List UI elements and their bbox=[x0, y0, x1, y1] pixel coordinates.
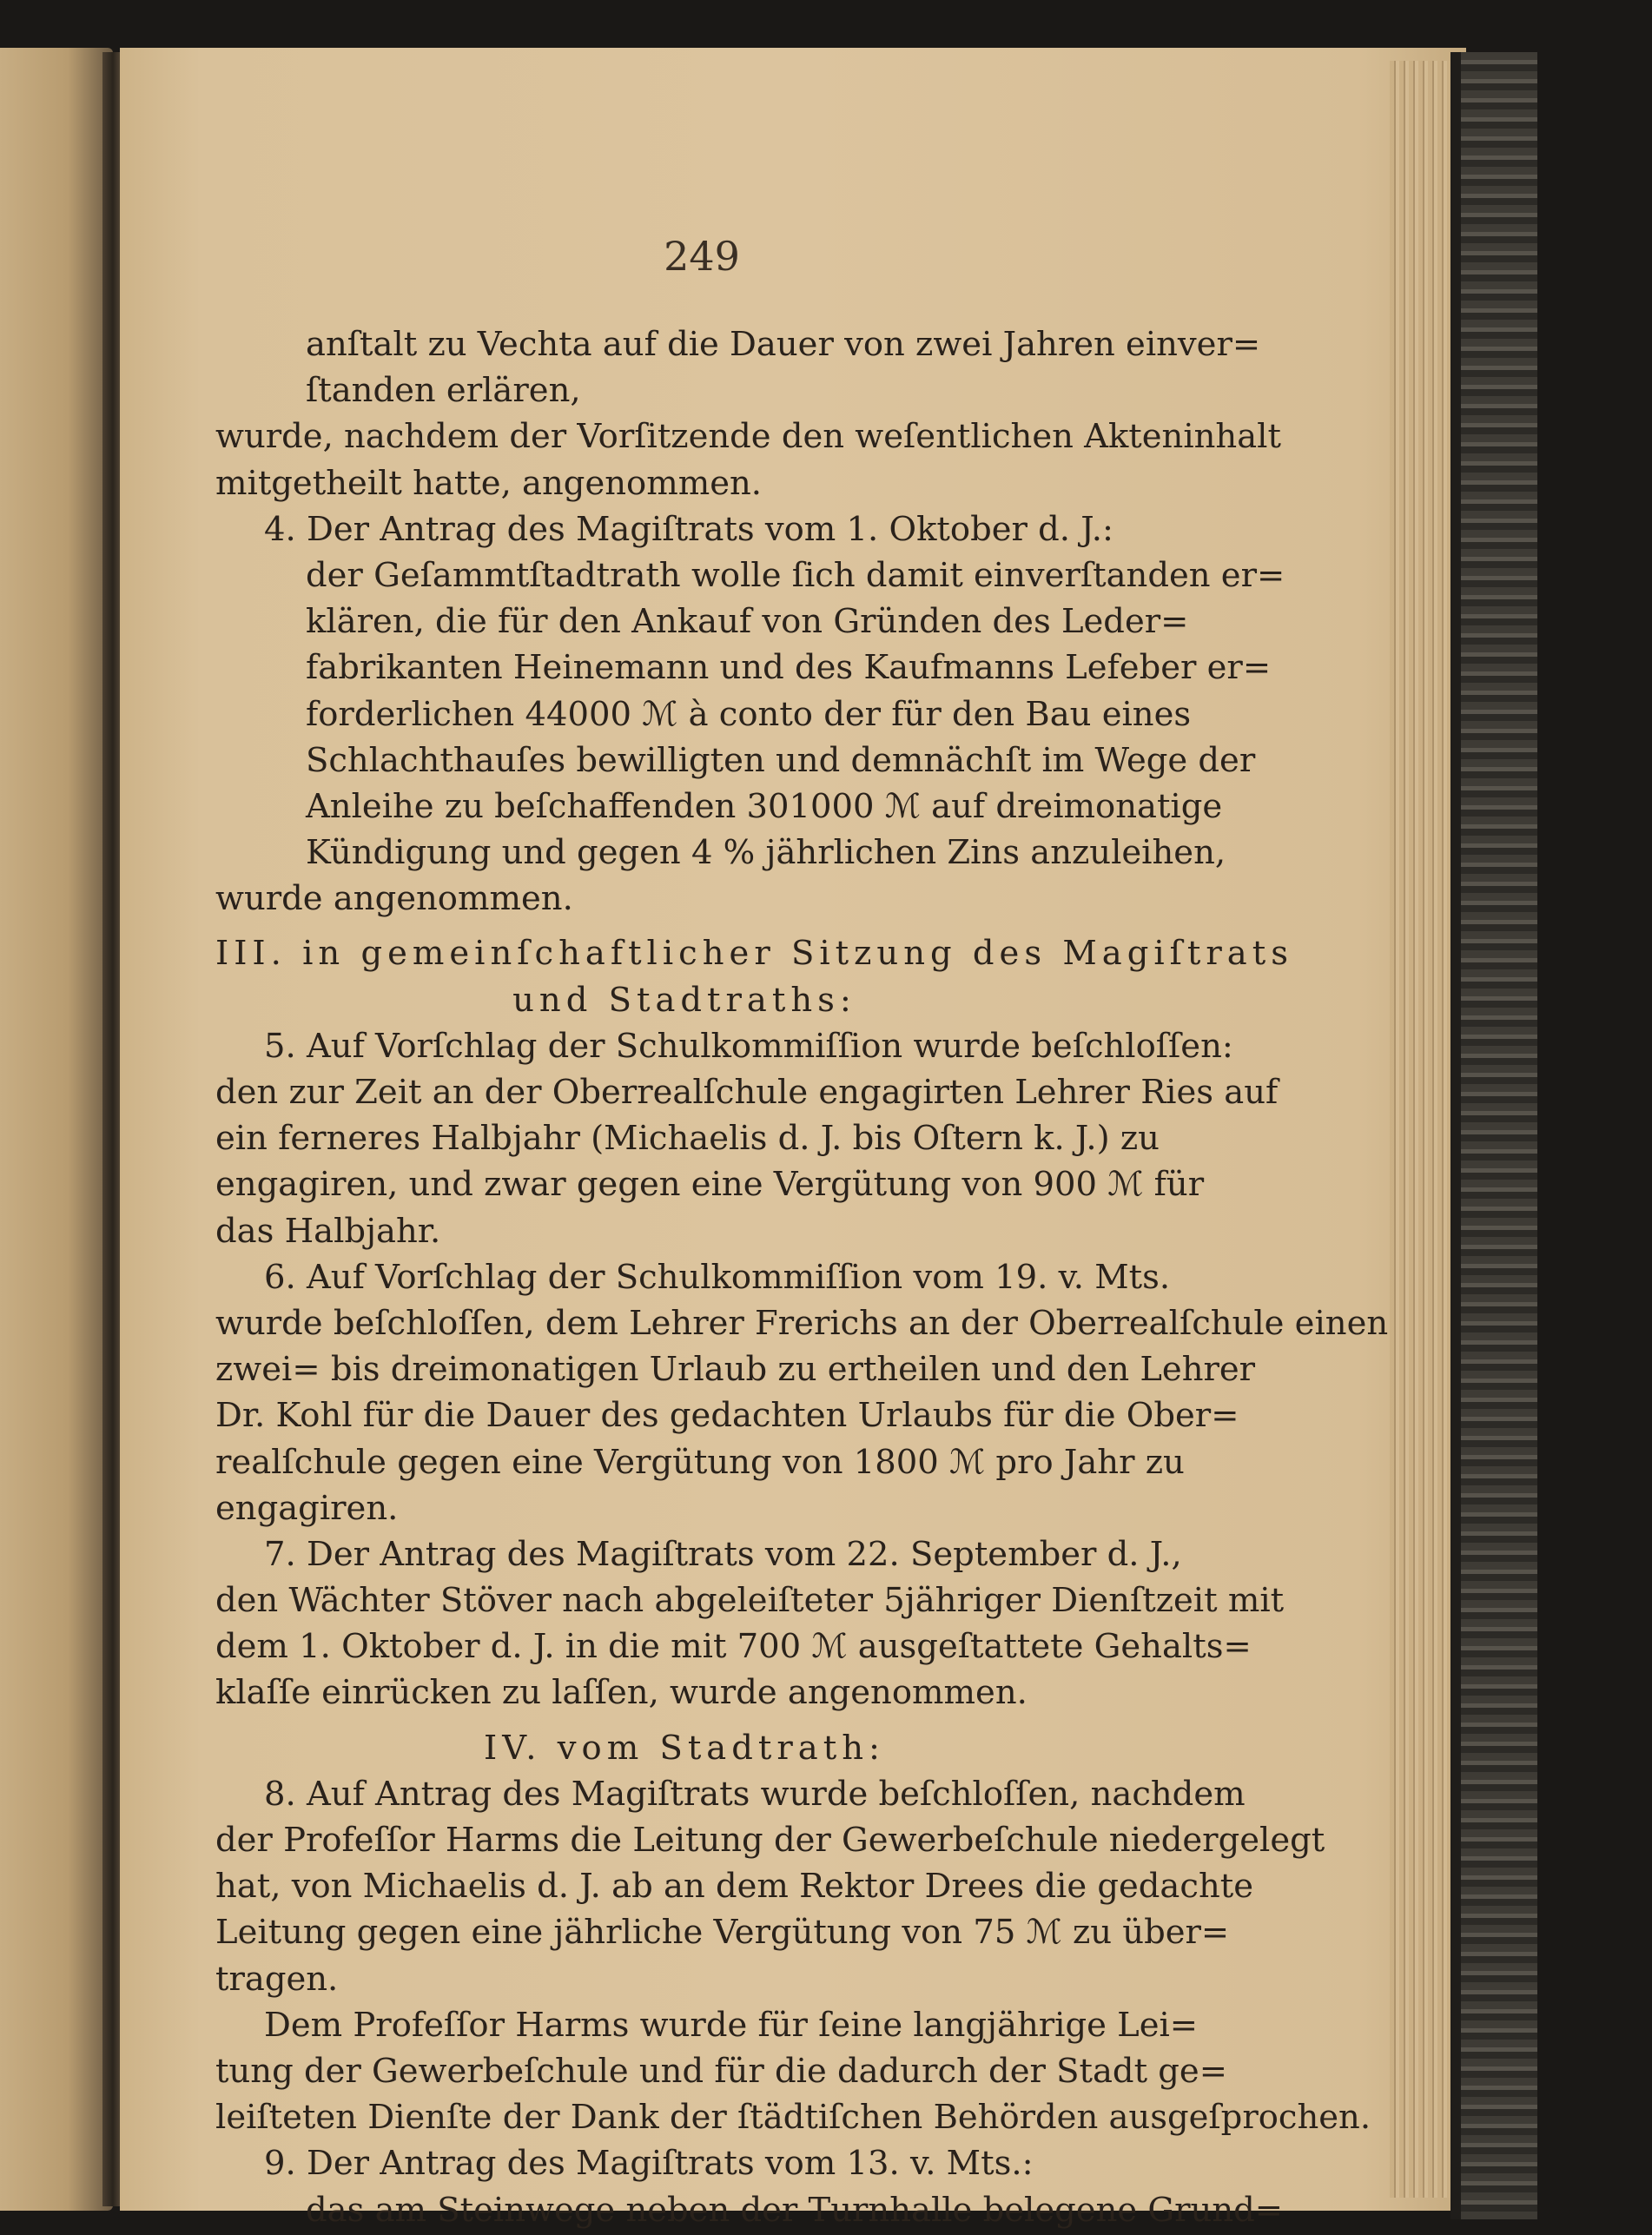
text-line: 6. Auf Vorſchlag der Schulkommiſſion vom 19. v. Mts. bbox=[264, 1257, 1171, 1297]
text-line: realſchule gegen eine Vergütung von 1800 ℳ pro Jahr zu bbox=[215, 1442, 1185, 1482]
text-line: das Halbjahr. bbox=[215, 1211, 441, 1251]
text-line: ein ferneres Halbjahr (Michaelis d. J. bis Oſtern k. J.) zu bbox=[215, 1119, 1160, 1159]
text-line: Schlachthauſes bewilligten und demnächſt im Wege der bbox=[306, 740, 1256, 780]
text-line: engagiren, und zwar gegen eine Vergütung von 900 ℳ für bbox=[215, 1165, 1205, 1205]
text-line: den zur Zeit an der Oberrealſchule engagirten Lehrer Ries auf bbox=[215, 1073, 1279, 1112]
text-line: wurde angenommen. bbox=[215, 879, 573, 919]
text-line: 7. Der Antrag des Magiſtrats vom 22. September d. J., bbox=[264, 1534, 1182, 1574]
section-heading: IV. vom Stadtrath: bbox=[484, 1728, 885, 1768]
text-line: Dem Profeſſor Harms wurde für ſeine langjährige Lei= bbox=[264, 2005, 1199, 2045]
text-line: fabrikanten Heinemann und des Kaufmanns Lefeber er= bbox=[306, 648, 1272, 688]
text-line: ſtanden erlären, bbox=[306, 371, 581, 411]
text-line: den Wächter Stöver nach abgeleiſteter 5jähriger Dienſtzeit mit bbox=[215, 1581, 1285, 1621]
text-line: anſtalt zu Vechta auf die Dauer von zwei Jahren einver= bbox=[306, 325, 1261, 364]
text-line: Kündigung und gegen 4 % jährlichen Zins anzuleihen, bbox=[306, 833, 1226, 873]
text-line: tragen. bbox=[215, 1959, 339, 1999]
section-heading: und Stadtraths: bbox=[512, 980, 856, 1020]
text-line: 5. Auf Vorſchlag der Schulkommiſſion wurde beſchloſſen: bbox=[264, 1026, 1233, 1066]
text-line: leiſteten Dienſte der Dank der ſtädtiſchen Behörden ausgeſprochen. bbox=[215, 2098, 1371, 2138]
text-line: zwei= bis dreimonatigen Urlaub zu ertheilen und den Lehrer bbox=[215, 1350, 1256, 1390]
text-line: dem 1. Oktober d. J. in die mit 700 ℳ ausgeſtattete Gehalts= bbox=[215, 1627, 1252, 1667]
text-line: engagiren. bbox=[215, 1488, 399, 1528]
text-line: der Profeſſor Harms die Leitung der Gewerbeſchule niedergelegt bbox=[215, 1821, 1325, 1860]
page-number: 249 bbox=[664, 233, 740, 280]
text-line: mitgetheilt hatte, angenommen. bbox=[215, 463, 763, 503]
left-page-edge bbox=[0, 48, 113, 2211]
text-line: Anleihe zu beſchaffenden 301000 ℳ auf dreimonatige bbox=[306, 786, 1223, 826]
text-line: tung der Gewerbeſchule und für die dadurch der Stadt ge= bbox=[215, 2051, 1227, 2091]
page-edges bbox=[1390, 61, 1459, 2198]
text-line: forderlichen 44000 ℳ à conto der für den Bau eines bbox=[306, 694, 1192, 734]
text-line: wurde beſchloſſen, dem Lehrer Frerichs an der Oberrealſchule einen bbox=[215, 1303, 1389, 1343]
text-line: 9. Der Antrag des Magiſtrats vom 13. v. Mts.: bbox=[264, 2144, 1034, 2184]
text-line: wurde, nachdem der Vorſitzende den weſentlichen Akteninhalt bbox=[215, 417, 1281, 457]
text-line: das am Steinwege neben der Turnhalle belegene Grund= bbox=[306, 2190, 1284, 2230]
text-line: klaſſe einrücken zu laſſen, wurde angenommen. bbox=[215, 1673, 1028, 1713]
text-line: 4. Der Antrag des Magiſtrats vom 1. Oktober d. J.: bbox=[264, 509, 1113, 549]
text-line: der Geſammtſtadtrath wolle ſich damit einverſtanden er= bbox=[306, 555, 1285, 595]
text-body bbox=[215, 321, 1389, 2233]
text-line: Dr. Kohl für die Dauer des gedachten Urlaubs für die Ober= bbox=[215, 1396, 1239, 1436]
book-cover-edge bbox=[1450, 52, 1537, 2219]
text-line: 8. Auf Antrag des Magiſtrats wurde beſchloſſen, nachdem bbox=[264, 1774, 1246, 1814]
text-line: Leitung gegen eine jährliche Vergütung von 75 ℳ zu über= bbox=[215, 1913, 1230, 1953]
text-line: klären, die für den Ankauf von Gründen des Leder= bbox=[306, 602, 1189, 642]
text-line: hat, von Michaelis d. J. ab an dem Rektor Drees die gedachte bbox=[215, 1867, 1254, 1907]
section-heading: III. in gemeinſchaftlicher Sitzung des Magiſtrats bbox=[215, 934, 1293, 974]
